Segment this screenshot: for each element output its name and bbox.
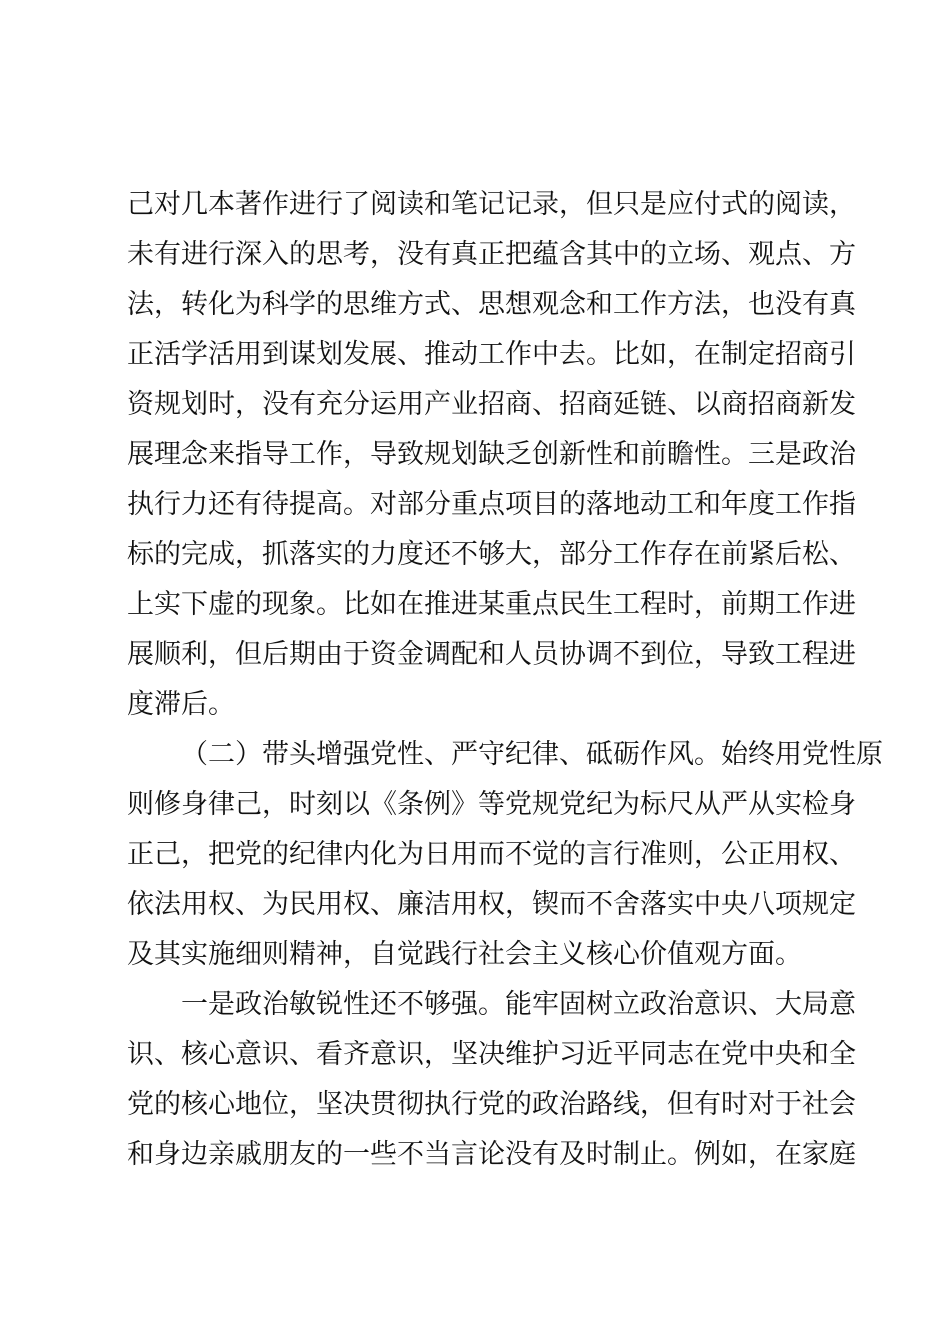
text-line: 及其实施细则精神，自觉践行社会主义核心价值观方面。 [127, 939, 802, 970]
text-line: 己对几本著作进行了阅读和笔记记录，但只是应付式的阅读， [127, 189, 856, 220]
text-line: 依法用权、为民用权、廉洁用权，锲而不舍落实中央八项规定 [127, 889, 856, 920]
text-line: 展理念来指导工作，导致规划缺乏创新性和前瞻性。三是政治 [127, 439, 856, 470]
text-line: 未有进行深入的思考，没有真正把蕴含其中的立场、观点、方 [127, 239, 856, 270]
text-line: 法，转化为科学的思维方式、思想观念和工作方法，也没有真 [127, 289, 856, 320]
text-line: 正己，把党的纪律内化为日用而不觉的言行准则，公正用权、 [127, 839, 856, 870]
text-line: 识、核心意识、看齐意识，坚决维护习近平同志在党中央和全 [127, 1039, 856, 1070]
text-line: 党的核心地位，坚决贯彻执行党的政治路线，但有时对于社会 [127, 1089, 856, 1120]
document-body [127, 180, 883, 1180]
text-line: 度滞后。 [127, 689, 235, 720]
text-line: 正活学活用到谋划发展、推动工作中去。比如，在制定招商引 [127, 339, 856, 370]
text-line: 标的完成，抓落实的力度还不够大，部分工作存在前紧后松、 [127, 539, 856, 570]
text-line: 资规划时，没有充分运用产业招商、招商延链、以商招商新发 [127, 389, 856, 420]
text-line: 执行力还有待提高。对部分重点项目的落地动工和年度工作指 [127, 489, 856, 520]
text-line: 一是政治敏锐性还不够强。能牢固树立政治意识、大局意 [181, 989, 856, 1020]
text-line: 和身边亲戚朋友的一些不当言论没有及时制止。例如，在家庭 [127, 1139, 856, 1170]
text-line: 则修身律己，时刻以《条例》等党规党纪为标尺从严从实检身 [127, 789, 856, 820]
text-line: 上实下虚的现象。比如在推进某重点民生工程时，前期工作进 [127, 589, 856, 620]
section-heading-line: （二）带头增强党性、严守纪律、砥砺作风。始终用党性原 [181, 739, 883, 770]
text-line: 展顺利，但后期由于资金调配和人员协调不到位，导致工程进 [127, 639, 856, 670]
